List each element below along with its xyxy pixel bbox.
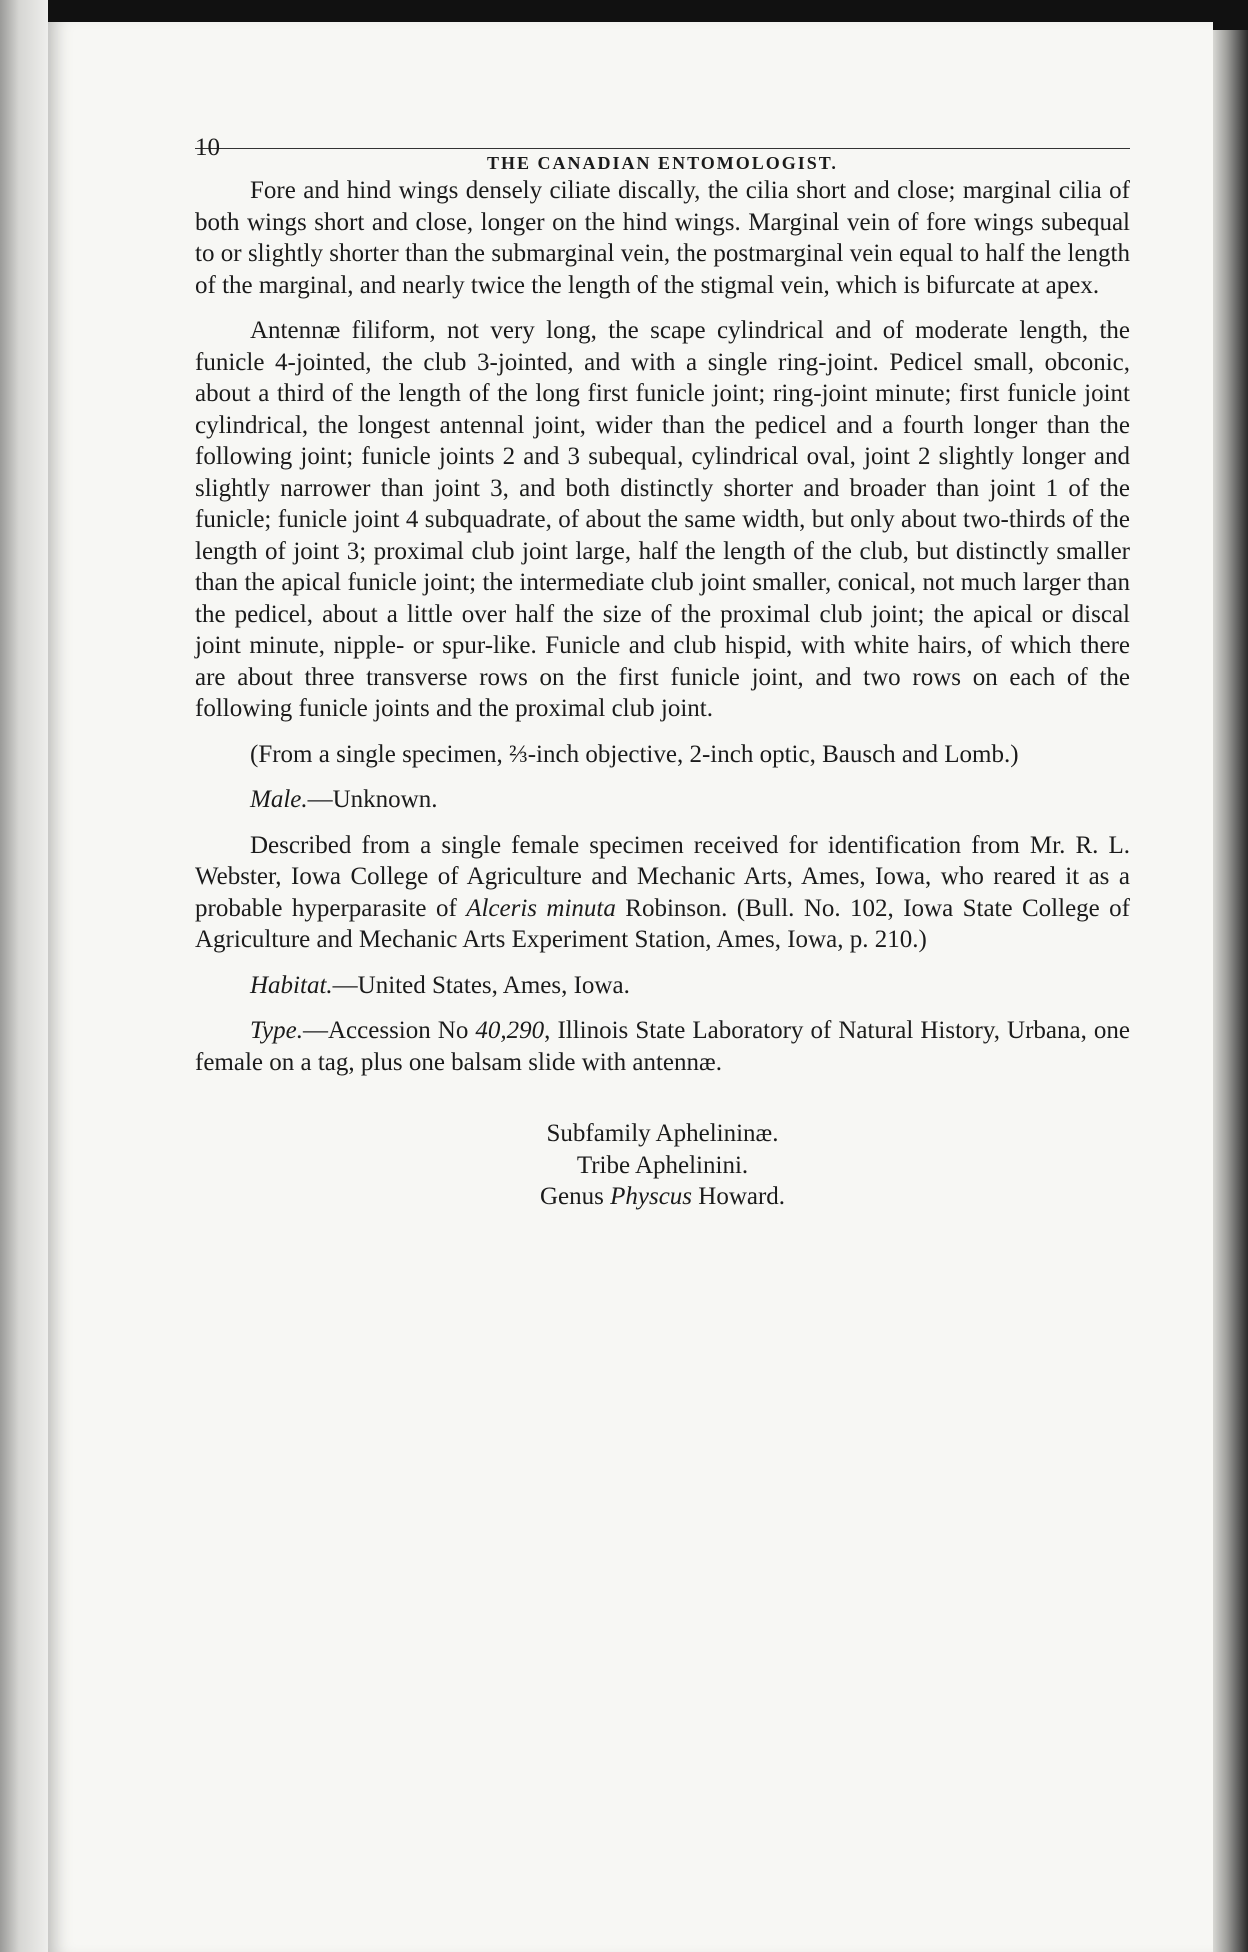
type-text-a: —Accession No xyxy=(303,1017,476,1044)
paragraph-type xyxy=(195,1015,1130,1078)
type-accession-number: 40,290 xyxy=(475,1017,545,1044)
page-header xyxy=(195,100,1130,173)
tribe-heading: Tribe Aphelinini. xyxy=(576,1151,749,1179)
paragraph-antennae: Antennæ filiform, not very long, the scape cylindrical and of moderate length, the funicle 4-jointed, the club 3-jointed, and with a single ring-joint. Pedicel small, obconic, about a third of the length of the long first funicle joint; ring-joint minute; first funicle joint cylindrical, the longest antennal joint, wider than the pedicel and a fourth longer than the following joint; funicle joints 2 and 3 subequal, cylindrical oval, joint 2 slightly longer and slightly narrower than joint 3, and both distinctly shorter and broader than joint 1 of the funicle; funicle joint 4 subquadrate, of about the same width, but only about two-thirds of the length of joint 3; proximal club joint large, half the length of the club, but distinctly smaller than the apical funicle joint; the intermediate club joint smaller, conical, not much larger than the pedicel, about a little over half the size of the proximal club joint; the apical or discal joint minute, nipple- or spur-like. Funicle and club hispid, with white hairs, of which there are about three transverse rows on the first funicle joint, and two rows on each of the following funicle joints and the proximal club joint. xyxy=(195,317,1130,722)
paragraph-specimen-note: (From a single specimen, ⅔-inch objective, 2-inch optic, Bausch and Lomb.) xyxy=(250,740,1019,768)
genus-name: Physcus xyxy=(610,1183,693,1210)
page-content xyxy=(195,100,1130,1213)
habitat-label: Habitat. xyxy=(250,971,333,999)
male-text: —Unknown. xyxy=(307,786,438,813)
paragraph-male xyxy=(195,784,1130,816)
classification-headings xyxy=(195,1118,1130,1213)
described-text-b: Robinson. (Bull. No. 102, Iowa State College of Agriculture and Mechanic Arts Experiment Station, Ames, Iowa, p. 210.) xyxy=(195,894,1130,953)
paragraph-wings: Fore and hind wings densely ciliate discally, the cilia short and close; marginal cilia of both wings short and close, longer on the hind wings. Marginal vein of fore wings subequal to or slightly shorter than the submarginal vein, the postmarginal vein equal to half the length of the marginal, and nearly twice the length of the stigmal vein, which is bifurcate at apex. xyxy=(195,177,1130,299)
genus-author: Howard. xyxy=(692,1183,786,1210)
book-spine-edge xyxy=(0,0,48,1952)
page-number: 10 xyxy=(195,134,220,161)
paragraph-described xyxy=(195,830,1130,956)
paragraph-habitat xyxy=(195,970,1130,1002)
type-label: Type. xyxy=(250,1017,303,1044)
page-edge-shadow xyxy=(1213,30,1248,1952)
genus-heading xyxy=(195,1181,1130,1213)
male-label: Male. xyxy=(250,786,308,813)
habitat-text: —United States, Ames, Iowa. xyxy=(332,971,630,999)
subfamily-heading: Subfamily Aphelininæ. xyxy=(546,1120,779,1147)
genus-prefix: Genus xyxy=(539,1183,611,1210)
described-text-a: Described from a single female specimen received for identification from Mr. R. L. Webster, Iowa College of Agriculture and Mechanic Arts, Ames, Iowa, who reared it as a probable hyperparasite of xyxy=(195,831,1130,922)
type-text-b: , Illinois State Laboratory of Natural History, Urbana, one female on a tag, plus one balsam slide with antennæ. xyxy=(195,1017,1130,1076)
host-species: Alceris minuta xyxy=(466,894,616,922)
running-title: THE CANADIAN ENTOMOLOGIST. xyxy=(487,153,838,173)
